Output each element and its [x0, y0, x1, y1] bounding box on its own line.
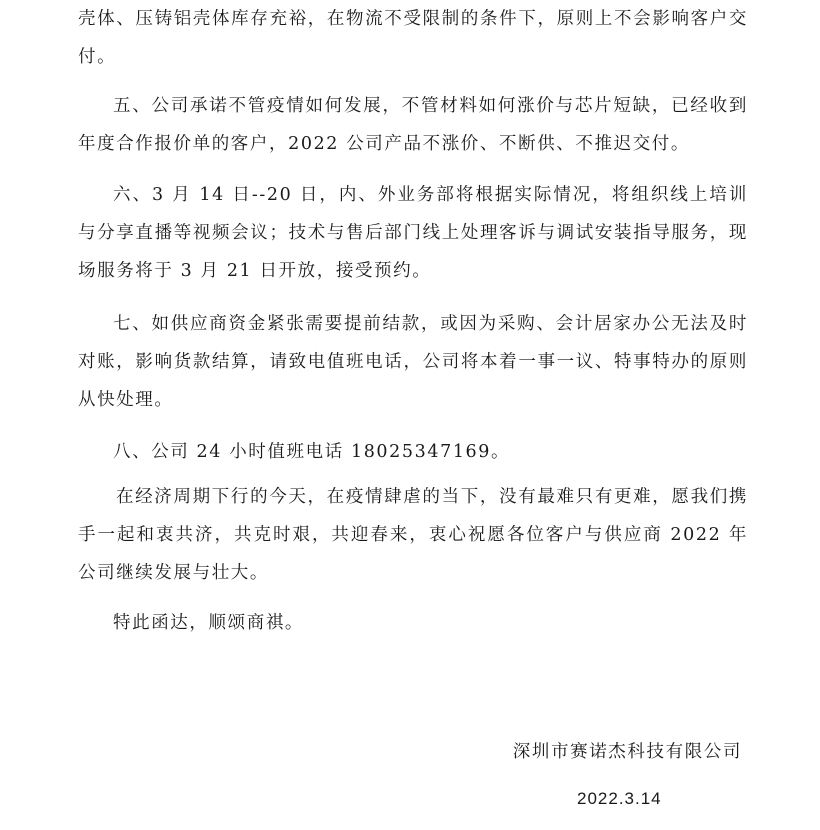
paragraph-item-7: 七、如供应商资金紧张需要提前结款，或因为采购、会计居家办公无法及时对账，影响货款结算，请致电值班电话，公司将本着一事一议、特事特办的原则从快处理。: [78, 314, 748, 410]
company-signature: 深圳市赛诺杰科技有限公司: [512, 742, 742, 762]
paragraph-closing: 在经济周期下行的今天，在疫情肆虐的当下，没有最难只有更难，愿我们携手一起和衷共济，共克时艰，共迎春来，衷心祝愿各位客户与供应商 2022 年公司继续发展与壮大。: [78, 487, 748, 583]
paragraph-item-8: 八、公司 24 小时值班电话 18025347169。: [113, 442, 511, 462]
paragraph-item-6: 六、3 月 14 日--20 日，内、外业务部将根据实际情况，将组织线上培训与分享直播等视频会议；技术与售后部门线上处理客诉与调试安装指导服务，现场服务将于 3 月 21 日开放，接受预约。: [78, 185, 748, 281]
paragraph-item-5: 五、公司承诺不管疫情如何发展，不管材料如何涨价与芯片短缺，已经收到年度合作报价单的客户，2022 公司产品不涨价、不断供、不推迟交付。: [78, 96, 748, 154]
paragraph-continuation: 壳体、压铸铝壳体库存充裕，在物流不受限制的条件下，原则上不会影响客户交付。: [78, 9, 748, 67]
paragraph-salutation: 特此函达，顺颂商祺。: [113, 613, 304, 633]
letter-date: 2022.3.14: [577, 789, 662, 808]
